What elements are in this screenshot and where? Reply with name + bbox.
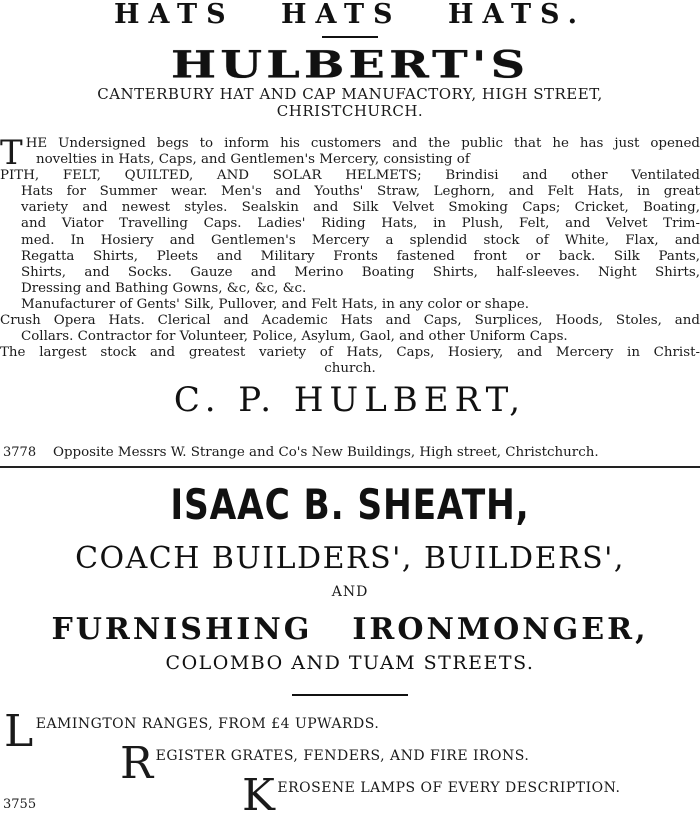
banner-word: HATS [114, 0, 235, 30]
feature-line: LEAMINGTON RANGES, FROM £4 UPWARDS. [4, 706, 380, 757]
body-line: Hats for Summer wear. Men's and Youths' Straw, Leghorn, and Felt Hats, in great [21, 184, 700, 200]
body-line: Manufacturer of Gents' Silk, Pullover, and Felt Hats, in any color or shape. [21, 296, 530, 312]
feature-initial: R [120, 738, 154, 789]
feature-line: KEROSENE LAMPS OF EVERY DESCRIPTION. [242, 770, 621, 821]
hulbert-body [0, 133, 700, 377]
body-line: and Viator Travelling Caps. Ladies' Riding Hats, in Plush, Felt, and Velvet Trim- [21, 216, 700, 232]
hats-banner [0, 0, 700, 30]
and-word: AND [331, 584, 369, 600]
subhead-line-1: CANTERBURY HAT AND CAP MANUFACTORY, HIGH STREET, [97, 85, 603, 103]
body-line: PITH, FELT, QUILTED, AND SOLAR HELMETS; Brindisi and other Ventilated [0, 168, 700, 184]
trade-line: COACH BUILDERS', BUILDERS', [75, 541, 625, 576]
feature-line: REGISTER GRATES, FENDERS, AND FIRE IRONS. [120, 738, 530, 789]
body-line: Dressing and Bathing Gowns, &c, &c, &c. [21, 280, 307, 296]
body-line: THE Undersigned begs to inform his customers and the public that he has just opened [0, 133, 700, 173]
banner-word: HATS. [447, 0, 586, 30]
proprietor-name: C. P. HULBERT, [173, 380, 527, 420]
subhead-line-2: CHRISTCHURCH. [276, 102, 424, 120]
short-rule [292, 694, 408, 696]
body-line: church. [324, 361, 376, 377]
body-line: med. In Hosiery and Gentlemen's Mercery a splendid stock of White, Flax, and [21, 232, 700, 248]
body-line: variety and newest styles. Sealskin and Silk Velvet Smoking Caps; Cricket, Boating, [21, 200, 700, 216]
short-rule [322, 36, 378, 38]
address-line: Opposite Messrs W. Strange and Co's New Buildings, High street, Christchurch. [53, 445, 599, 460]
furnishing-ironmonger: FURNISHING IRONMONGER, [51, 612, 649, 647]
body-line: Collars. Contractor for Volunteer, Police, Asylum, Gaol, and other Uniform Caps. [21, 329, 568, 345]
banner-word: HATS [280, 0, 402, 30]
ad-code: 3755 [3, 797, 37, 812]
body-line: Crush Opera Hats. Clerical and Academic Hats and Caps, Surplices, Hoods, Stoles, and [0, 313, 700, 329]
feature-initial: K [242, 770, 276, 821]
ad-code: 3778 [3, 445, 37, 460]
body-line: Shirts, and Socks. Gauze and Merino Boating Shirts, half-sleeves. Night Shirts, [21, 264, 700, 280]
sheath-name: ISAAC B. SHEATH, [170, 480, 530, 529]
advert-divider [0, 466, 700, 468]
location-line: COLOMBO AND TUAM STREETS. [165, 652, 535, 674]
body-line: The largest stock and greatest variety of Hats, Caps, Hosiery, and Mercery in Christ- [0, 345, 700, 361]
body-line: Regatta Shirts, Pleets and Military Fronts fastened front or back. Silk Pants, [21, 248, 700, 264]
hulberts-title: HULBERT'S [170, 43, 530, 87]
feature-initial: L [4, 706, 34, 757]
dropcap: T [0, 133, 23, 173]
body-line: novelties in Hats, Caps, and Gentlemen's Mercery, consisting of [36, 152, 470, 168]
